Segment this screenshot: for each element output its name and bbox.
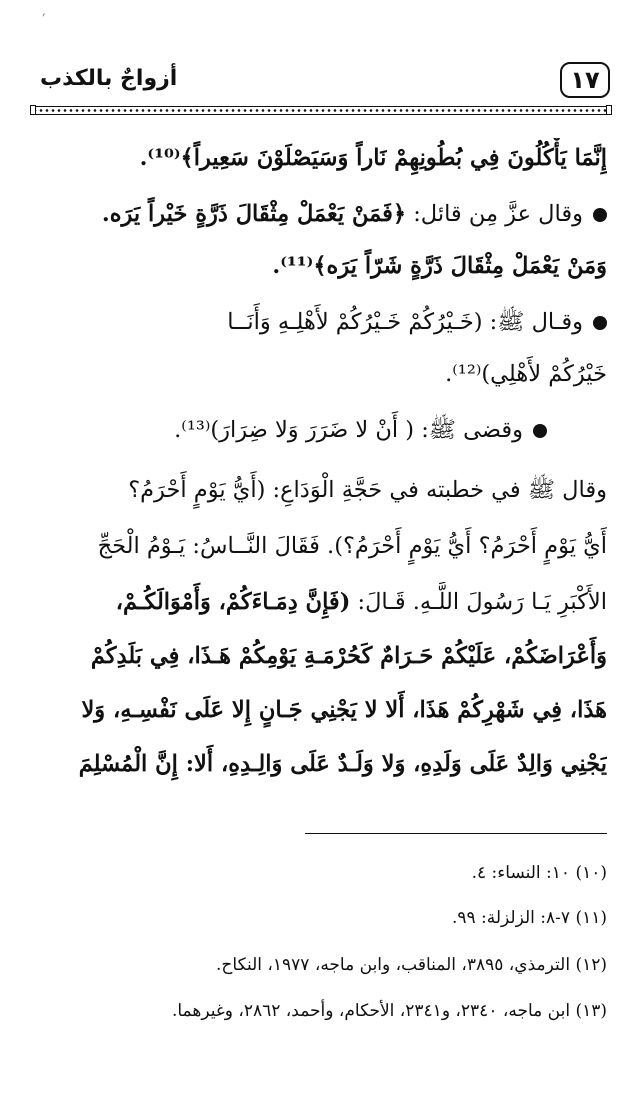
hadith-line: وقـال ﷺ: (خَـيْرُكُمْ خَـيْرُكُمْ لأَهْلِـهِ وَأَنَــا: [227, 309, 583, 335]
text-line-11: هَذَا، فِي شَهْرِكُمْ هَذَا، أَلا لا يَجْنِي جَـانٍ إِلا عَلَى نَفْسِـهِ، وَلا: [81, 697, 607, 723]
text-line-3: وَمَنْ يَعْمَلْ مِثْقَالَ ذَرَّةٍ شَرّاً يَرَه﴾⁽¹¹⁾.: [272, 253, 607, 279]
bullet-icon: [593, 316, 607, 330]
page-header: [32, 60, 610, 106]
text-line-12: يَجْنِي وَالِدٌ عَلَى وَلَدِهِ، وَلا وَلَـدٌ عَلَى وَالِـدِهِ، أَلا: إِنَّ الْمُسْلِمَ: [78, 751, 607, 777]
text-line-8: أَيُّ يَوْمٍ أَحْرَمُ؟ أَيُّ يَوْمٍ أَحْرَمُ؟). فَقَالَ النَّــاسُ: يَـوْمُ الْحَجِّ: [97, 533, 607, 559]
footnote-3: (١٢) الترمذي، ٣٨٩٥، المناقب، وابن ماجه، ١٩٧٧، النكاح.: [216, 955, 607, 975]
header-rule: [32, 106, 610, 116]
corner-mark: ,: [42, 4, 46, 18]
running-title: أزواجٌ بالكذب: [40, 66, 178, 91]
footnote-2: (١١) ٧-٨: الزلزلة: ٩٩.: [451, 908, 607, 928]
hadith-bold: (فَإِنَّ دِمَـاءَكُمْ، وَأَمْوَالَكُـمْ،: [115, 589, 351, 615]
text-line-7: وقال ﷺ في خطبته في حَجَّةِ الْوَدَاعِ: (أَيُّ يَوْمٍ أَحْرَمُ؟: [128, 477, 607, 503]
text-line-1: إِنَّمَا يَأْكُلُونَ فِي بُطُونِهِمْ نَاراً وَسَيَصْلَوْنَ سَعِيراً﴾⁽¹⁰⁾.: [139, 145, 607, 171]
quran-verse: ﴿فَمَنْ يَعْمَلْ مِثْقَالَ ذَرَّةٍ خَيْراً يَرَه.: [101, 201, 407, 227]
footnote-1: (١٠) ١٠: النساء: ٤.: [471, 863, 607, 883]
footnote-4: (١٣) ابن ماجه، ٢٣٤٠، و٢٣٤١، الأحكام، وأحمد، ٢٨٦٢، وغيرهما.: [171, 1001, 607, 1021]
text-line-4: [33, 302, 607, 342]
narration: الأَكْبَرِ يَـا رَسُولَ اللَّـهِ. قَـالَ:: [350, 589, 607, 615]
bullet-icon: [533, 424, 547, 438]
text-line-5: خَيْرُكُمْ لأَهْلِي)⁽¹²⁾.: [445, 361, 607, 387]
text-line-2: [33, 194, 607, 234]
text-line-9: [33, 582, 607, 622]
text-line-6: [33, 410, 547, 450]
quote-intro: وقال عزَّ مِن قائل:: [406, 201, 583, 227]
footnote-separator: [305, 833, 607, 834]
page-number: ١٧: [560, 62, 610, 98]
text-line-10: وَأَعْرَاضَكُمْ، عَلَيْكُمْ حَـرَامٌ كَحُرْمَـةِ يَوْمِكُمْ هَـذَا، فِي بَلَدِكُمْ: [90, 643, 607, 669]
bullet-icon: [593, 208, 607, 222]
hadith-line: وقضى ﷺ: ( أَنْ لا ضَرَرَ وَلا ضِرَارَ)⁽¹³⁾.: [174, 417, 523, 443]
